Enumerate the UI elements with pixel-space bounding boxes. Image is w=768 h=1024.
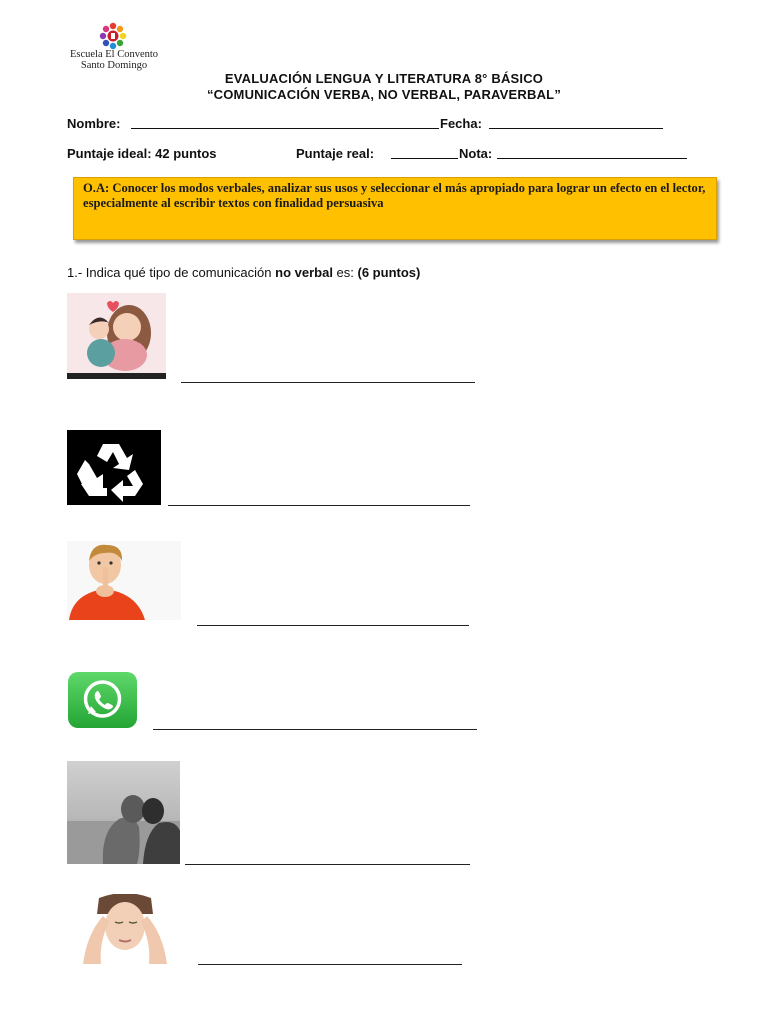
page-subtitle: “COMUNICACIÓN VERBA, NO VERBAL, PARAVERBAL” (206, 87, 562, 102)
answer-line-1[interactable] (181, 382, 475, 383)
recycle-icon (67, 430, 161, 505)
puntaje-ideal: Puntaje ideal: 42 puntos (67, 146, 217, 161)
school-name-line2: Santo Domingo (80, 60, 148, 71)
puntaje-real-label: Puntaje real: (296, 146, 375, 161)
page-title: EVALUACIÓN LENGUA Y LITERATURA 8° BÁSICO (224, 71, 544, 86)
answer-line-3[interactable] (197, 625, 469, 626)
puntaje-real-field[interactable] (391, 143, 458, 159)
nombre-label: Nombre: (67, 116, 121, 131)
answer-line-6[interactable] (198, 964, 462, 965)
fecha-label: Fecha: (440, 116, 482, 131)
question-1-points: (6 puntos) (357, 265, 421, 280)
school-logo (92, 22, 134, 52)
objective-text: O.A: Conocer los modos verbales, analizar sus usos y seleccionar el más apropiado para lograr un efecto en el lector, especialmente al escribir textos con finalidad persuasiva (83, 181, 706, 210)
question-1-middle: es: (332, 265, 358, 280)
school-name-line1: Escuela El Convento (69, 49, 159, 60)
boy-silence-gesture-icon (67, 541, 181, 620)
answer-line-4[interactable] (153, 729, 477, 730)
woman-headache-icon (73, 894, 191, 964)
question-1 (67, 265, 420, 280)
fecha-field[interactable] (489, 113, 663, 129)
nombre-field[interactable] (131, 113, 439, 129)
answer-line-5[interactable] (185, 864, 470, 865)
mother-hugging-child-icon (67, 293, 166, 379)
couple-kissing-icon (67, 761, 180, 864)
nota-label: Nota: (459, 146, 493, 161)
whatsapp-icon (68, 672, 137, 728)
question-1-emphasis: no verbal (275, 265, 333, 280)
school-name (56, 49, 172, 71)
nota-field[interactable] (497, 143, 687, 159)
answer-line-2[interactable] (168, 505, 470, 506)
question-1-prefix: 1.- Indica qué tipo de comunicación (67, 265, 276, 280)
